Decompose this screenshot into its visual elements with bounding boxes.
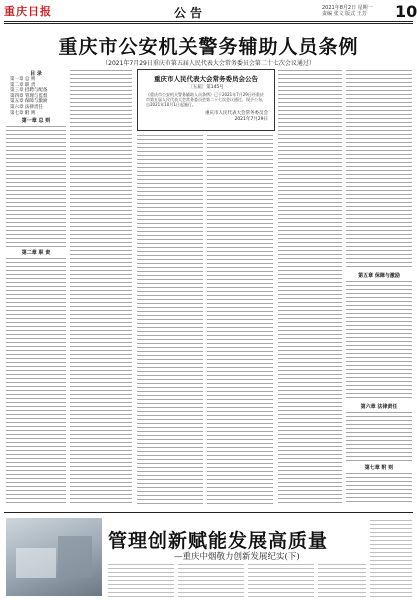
announcement-title: 重庆市人民代表大会常务委员会公告 xyxy=(154,75,258,83)
article-text-block xyxy=(6,258,66,505)
article-text-block xyxy=(346,412,412,462)
article-text-block xyxy=(207,135,273,505)
article-text-block xyxy=(278,70,342,505)
dateline xyxy=(322,5,382,17)
announcement-signature xyxy=(198,111,268,123)
feature-text-block xyxy=(178,564,244,598)
feature-text-block xyxy=(248,564,314,598)
article-text-block xyxy=(137,135,203,505)
newspaper-logo: 重庆日报 xyxy=(4,5,52,18)
article-text-block xyxy=(70,70,132,505)
editor-line: 责编 张文 版式 王芳 xyxy=(322,11,367,17)
feature-text-block xyxy=(370,520,412,598)
toc-item: 第二章 职 责 xyxy=(10,82,36,88)
announcement-number: 〔五届〕第145号 xyxy=(188,85,224,90)
feature-photo xyxy=(6,518,102,596)
announcement-text: 《重庆市公安机关警务辅助人员条例》已于2021年7月29日经重庆市第五届人民代表大会常务委员会第二十七次会议通过，现予公布，自2021年10月1日起施行。 xyxy=(146,92,266,107)
chapter-heading: 第二章 职 责 xyxy=(6,249,66,256)
announcement-date: 2021年7月29日 xyxy=(234,117,268,122)
publish-date: 2021年8月2日 星期一 xyxy=(322,5,373,11)
feature-text-block xyxy=(108,564,174,598)
toc-heading: 目 录 xyxy=(6,70,66,77)
toc-list xyxy=(6,77,66,116)
toc-item: 第六章 法律责任 xyxy=(10,104,43,110)
article-text-block xyxy=(346,281,412,401)
section-divider xyxy=(4,512,413,513)
main-headline: 重庆市公安机关警务辅助人员条例 xyxy=(58,36,359,58)
toc-item: 第四章 管理与监督 xyxy=(10,93,48,99)
masthead-rule xyxy=(4,21,413,22)
masthead-rule-thin xyxy=(4,23,413,24)
toc-item: 第一章 总 则 xyxy=(10,77,36,82)
masthead xyxy=(4,2,417,21)
chapter-heading: 第五章 保障与激励 xyxy=(346,272,412,279)
toc-item: 第五章 保障与激励 xyxy=(10,99,48,105)
feature-subheadline: —重庆中烟敬力创新发展纪实(下) xyxy=(174,552,300,562)
toc-item: 第七章 附 则 xyxy=(10,110,36,116)
chapter-heading: 第一章 总 则 xyxy=(6,117,66,124)
announcement-signer: 重庆市人民代表大会常务委员会 xyxy=(205,111,268,116)
article-text-block xyxy=(346,473,412,505)
section-name: 公告 xyxy=(174,6,207,20)
chapter-heading: 第六章 法律责任 xyxy=(346,403,412,410)
page-number: 10 xyxy=(395,2,417,21)
article-text-block xyxy=(346,70,412,270)
feature-text-block xyxy=(318,564,366,598)
feature-headline: 管理创新赋能发展高质量 xyxy=(108,530,329,552)
main-subheadline: （2021年7月29日重庆市第五届人民代表大会常务委员会第二十七次会议通过） xyxy=(102,60,315,67)
announcement-box xyxy=(137,69,275,131)
article-text-block xyxy=(6,126,66,248)
toc-item: 第三章 招聘与配备 xyxy=(10,88,48,94)
table-of-contents xyxy=(6,70,66,116)
chapter-heading: 第七章 附 则 xyxy=(346,464,412,471)
